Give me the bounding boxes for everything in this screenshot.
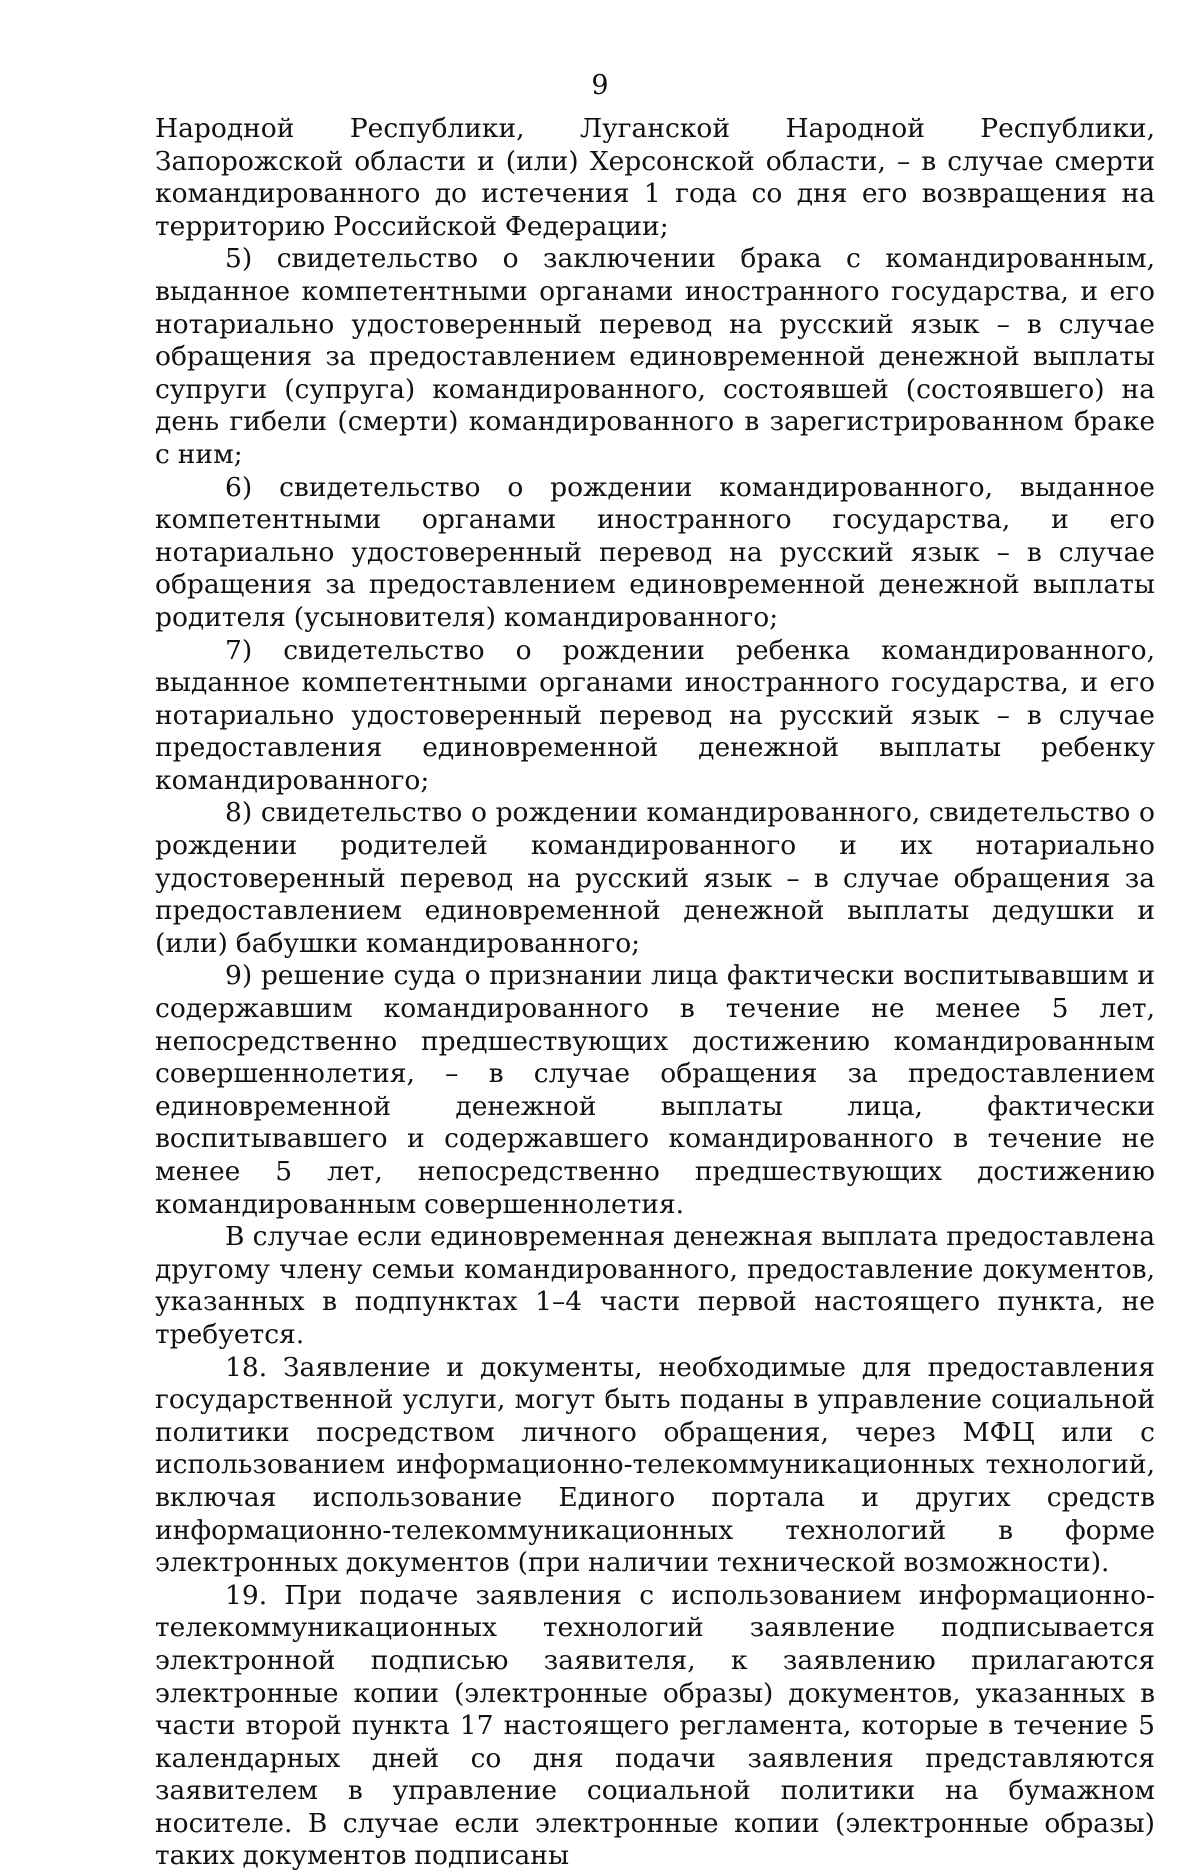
page-number: 9 (591, 70, 609, 101)
list-item-9: 9) решение суда о признании лица фактически воспитывавшим и содержавшим командированного в течение не менее 5 лет, непосредственно предшествующих достижению командированным совершеннолетия, – в случае обращения за предоставлением единовременной денежной выплаты лица, фактически воспитывавшего и содержавшего командированного в течение не менее 5 лет, непосредственно предшествующих достижению командированным совершеннолетия. (155, 960, 1155, 1220)
list-item-8: 8) свидетельство о рождении командированного, свидетельство о рождении родителей командированного и их нотариально удостоверенный перевод на русский язык – в случае обращения за предоставлением единовременной денежной выплаты дедушки и (или) бабушки командированного; (155, 797, 1155, 959)
paragraph-continuation: Народной Республики, Луганской Народной Республики, Запорожской области и (или) Херсонской области, – в случае смерти командированного до истечения 1 года со дня его возвращения на территорию Российской Федерации; (155, 113, 1155, 242)
list-item-6: 6) свидетельство о рождении командированного, выданное компетентными органами иностранного государства, и его нотариально удостоверенный перевод на русский язык – в случае обращения за предоставлением единовременной денежной выплаты родителя (усыновителя) командированного; (155, 471, 1155, 633)
document-body (155, 113, 1155, 1873)
clause-19: 19. При подаче заявления с использованием информационно-телекоммуникационных технологий заявление подписывается электронной подписью заявителя, к заявлению прилагаются электронные копии (электронные образы) документов, указанных в части второй пункта 17 настоящего регламента, которые в течение 5 календарных дней со дня подачи заявления представляются заявителем в управление социальной политики на бумажном носителе. В случае если электронные копии (электронные образы) таких документов подписаны (155, 1579, 1155, 1872)
list-item-7: 7) свидетельство о рождении ребенка командированного, выданное компетентными органами иностранного государства, и его нотариально удостоверенный перевод на русский язык – в случае предоставления единовременной денежной выплаты ребенку командированного; (155, 634, 1155, 796)
paragraph-other-family-member: В случае если единовременная денежная выплата предоставлена другому члену семьи командированного, предоставление документов, указанных в подпунктах 1–4 части первой настоящего пункта, не требуется. (155, 1221, 1155, 1350)
list-item-5: 5) свидетельство о заключении брака с командированным, выданное компетентными органами иностранного государства, и его нотариально удостоверенный перевод на русский язык – в случае обращения за предоставлением единовременной денежной выплаты супруги (супруга) командированного, состоявшей (состоявшего) на день гибели (смерти) командированного в зарегистрированном браке с ним; (155, 243, 1155, 470)
clause-18: 18. Заявление и документы, необходимые для предоставления государственной услуги, могут быть поданы в управление социальной политики посредством личного обращения, через МФЦ или с использованием информационно-телекоммуникационных технологий, включая использование Единого портала и других средств информационно-телекоммуникационных технологий в форме электронных документов (при наличии технической возможности). (155, 1351, 1155, 1579)
